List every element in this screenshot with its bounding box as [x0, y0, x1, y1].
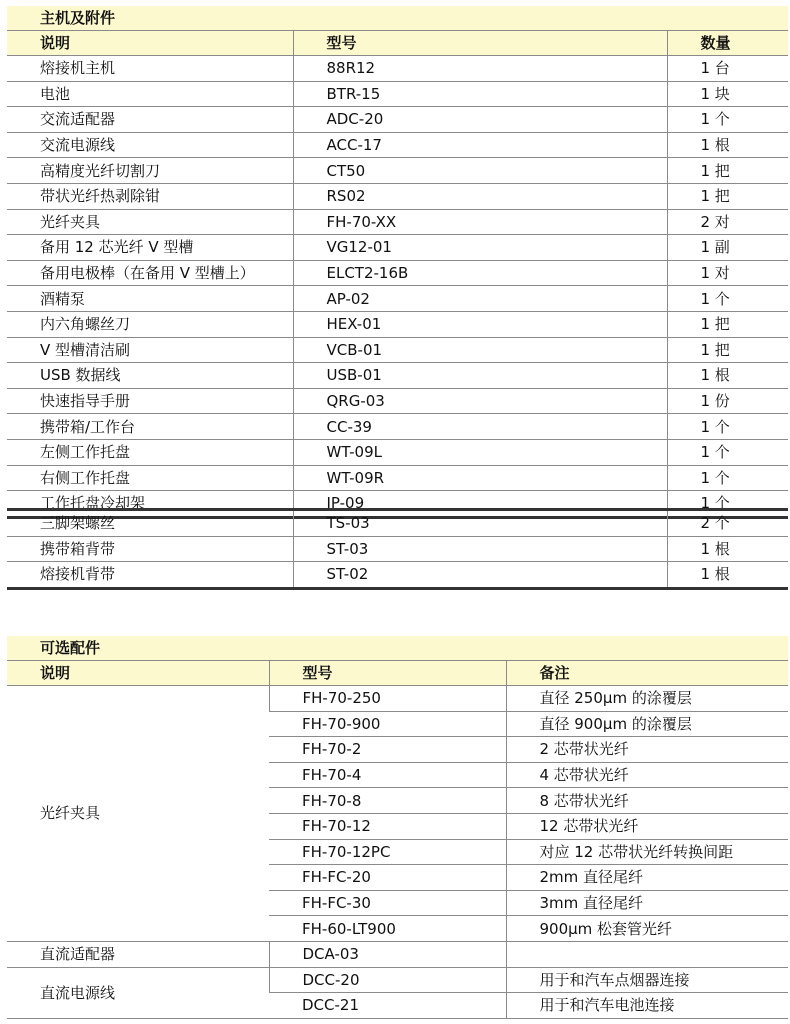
remarks-cell: 用于和汽车电池连接: [506, 993, 788, 1019]
remarks-cell: 3mm 直径尾纤: [506, 890, 788, 916]
table-row: [7, 132, 788, 158]
model-cell: DCC-21: [269, 993, 506, 1019]
description-cell: 左侧工作托盘: [7, 439, 293, 465]
description-cell: 酒精泵: [7, 286, 293, 312]
header-quantity: 数量: [667, 31, 788, 56]
quantity-cell: 1 个: [667, 439, 788, 465]
description-cell: 电池: [7, 81, 293, 107]
quantity-cell: 1 个: [667, 414, 788, 440]
table-row: [7, 363, 788, 389]
table-row: [7, 158, 788, 184]
header-row: [7, 661, 788, 686]
model-cell: ST-03: [293, 536, 667, 562]
model-cell: DCA-03: [269, 941, 506, 967]
quantity-cell: 1 根: [667, 536, 788, 562]
description-cell: USB 数据线: [7, 363, 293, 389]
description-cell: 右侧工作托盘: [7, 465, 293, 491]
description-cell: 高精度光纤切割刀: [7, 158, 293, 184]
model-cell: FH-70-900: [269, 711, 506, 737]
section-title-row: [7, 636, 788, 661]
table-row: [7, 941, 788, 967]
remarks-cell: 900μm 松套管光纤: [506, 916, 788, 942]
quantity-cell: 1 份: [667, 388, 788, 414]
quantity-cell: 1 根: [667, 363, 788, 389]
main-accessories-table: [7, 6, 788, 519]
remarks-cell: 用于和汽车点烟器连接: [506, 967, 788, 993]
model-cell: HEX-01: [293, 311, 667, 337]
model-cell: JP-09: [293, 491, 667, 518]
remarks-cell: 8 芯带状光纤: [506, 788, 788, 814]
table-row: [7, 414, 788, 440]
quantity-cell: 1 副: [667, 235, 788, 261]
remarks-cell: [506, 941, 788, 967]
remarks-cell: 直径 900μm 的涂覆层: [506, 711, 788, 737]
model-cell: ELCT2-16B: [293, 260, 667, 286]
remarks-cell: 2mm 直径尾纤: [506, 865, 788, 891]
description-cell: 直流电源线: [7, 967, 269, 1018]
header-description: 说明: [7, 31, 293, 56]
quantity-cell: 1 根: [667, 132, 788, 158]
model-cell: TS-03: [293, 510, 667, 537]
model-cell: VG12-01: [293, 235, 667, 261]
model-cell: AP-02: [293, 286, 667, 312]
model-cell: CT50: [293, 158, 667, 184]
quantity-cell: 1 块: [667, 81, 788, 107]
description-cell: V 型槽清洁刷: [7, 337, 293, 363]
table-row: [7, 286, 788, 312]
table-row: [7, 107, 788, 133]
quantity-cell: 1 把: [667, 337, 788, 363]
description-cell: 交流电源线: [7, 132, 293, 158]
table-row: [7, 686, 788, 712]
description-cell: 工作托盘冷却架: [7, 491, 293, 518]
description-cell: 备用电极棒（在备用 V 型槽上）: [7, 260, 293, 286]
description-cell: 内六角螺丝刀: [7, 311, 293, 337]
description-cell: 三脚架螺丝: [7, 510, 293, 537]
main-accessories-table-continued: [7, 508, 788, 590]
quantity-cell: 1 台: [667, 56, 788, 82]
table-row: [7, 183, 788, 209]
header-model: 型号: [269, 661, 506, 686]
model-cell: CC-39: [293, 414, 667, 440]
model-cell: FH-70-2: [269, 737, 506, 763]
section-title: 可选配件: [7, 636, 788, 661]
table-row: [7, 81, 788, 107]
quantity-cell: 1 把: [667, 158, 788, 184]
table-row: [7, 439, 788, 465]
table-row: [7, 56, 788, 82]
description-cell: 交流适配器: [7, 107, 293, 133]
quantity-cell: 1 个: [667, 107, 788, 133]
model-cell: ACC-17: [293, 132, 667, 158]
description-cell: 光纤夹具: [7, 686, 269, 942]
model-cell: FH-FC-30: [269, 890, 506, 916]
remarks-cell: 对应 12 芯带状光纤转换间距: [506, 839, 788, 865]
header-remarks: 备注: [506, 661, 788, 686]
model-cell: RS02: [293, 183, 667, 209]
table-row: [7, 260, 788, 286]
model-cell: FH-70-8: [269, 788, 506, 814]
model-cell: 88R12: [293, 56, 667, 82]
table-row: [7, 311, 788, 337]
model-cell: FH-70-XX: [293, 209, 667, 235]
model-cell: VCB-01: [293, 337, 667, 363]
section-title: 主机及附件: [7, 6, 788, 31]
model-cell: QRG-03: [293, 388, 667, 414]
table-row: [7, 388, 788, 414]
quantity-cell: 1 根: [667, 562, 788, 589]
model-cell: FH-FC-20: [269, 865, 506, 891]
optional-accessories-table: [7, 636, 788, 1019]
description-cell: 备用 12 芯光纤 V 型槽: [7, 235, 293, 261]
remarks-cell: 12 芯带状光纤: [506, 813, 788, 839]
quantity-cell: 1 个: [667, 286, 788, 312]
description-cell: 熔接机背带: [7, 562, 293, 589]
table-row: [7, 536, 788, 562]
description-cell: 熔接机主机: [7, 56, 293, 82]
description-cell: 携带箱/工作台: [7, 414, 293, 440]
quantity-cell: 2 对: [667, 209, 788, 235]
model-cell: ADC-20: [293, 107, 667, 133]
model-cell: DCC-20: [269, 967, 506, 993]
remarks-cell: 2 芯带状光纤: [506, 737, 788, 763]
table-row: [7, 337, 788, 363]
section-title-row: [7, 6, 788, 31]
quantity-cell: 1 对: [667, 260, 788, 286]
description-cell: 带状光纤热剥除钳: [7, 183, 293, 209]
table-row: [7, 209, 788, 235]
model-cell: FH-70-250: [269, 686, 506, 712]
header-model: 型号: [293, 31, 667, 56]
quantity-cell: 1 把: [667, 183, 788, 209]
description-cell: 快速指导手册: [7, 388, 293, 414]
model-cell: FH-60-LT900: [269, 916, 506, 942]
model-cell: FH-70-12PC: [269, 839, 506, 865]
header-row: [7, 31, 788, 56]
quantity-cell: 1 个: [667, 491, 788, 518]
quantity-cell: 1 个: [667, 465, 788, 491]
table-row: [7, 562, 788, 589]
model-cell: ST-02: [293, 562, 667, 589]
remarks-cell: 直径 250μm 的涂覆层: [506, 686, 788, 712]
model-cell: USB-01: [293, 363, 667, 389]
model-cell: FH-70-4: [269, 762, 506, 788]
quantity-cell: 2 个: [667, 510, 788, 537]
description-cell: 携带箱背带: [7, 536, 293, 562]
table-row: [7, 967, 788, 993]
table-row: [7, 465, 788, 491]
model-cell: WT-09R: [293, 465, 667, 491]
model-cell: BTR-15: [293, 81, 667, 107]
header-description: 说明: [7, 661, 269, 686]
table-row: [7, 510, 788, 537]
description-cell: 光纤夹具: [7, 209, 293, 235]
quantity-cell: 1 把: [667, 311, 788, 337]
model-cell: FH-70-12: [269, 813, 506, 839]
description-cell: 直流适配器: [7, 941, 269, 967]
remarks-cell: 4 芯带状光纤: [506, 762, 788, 788]
model-cell: WT-09L: [293, 439, 667, 465]
table-row: [7, 235, 788, 261]
